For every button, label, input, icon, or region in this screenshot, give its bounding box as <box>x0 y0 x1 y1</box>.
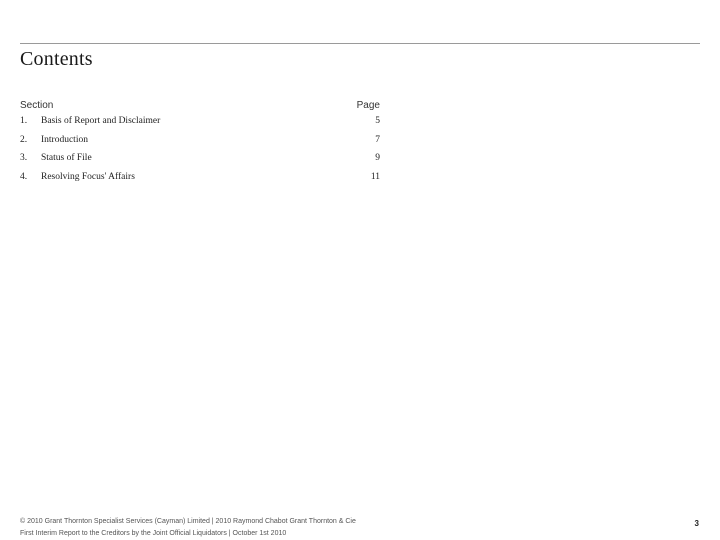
toc-entry-page: 5 <box>375 116 380 126</box>
toc-entry-number: 3. <box>20 153 28 163</box>
toc-header-row <box>20 100 380 116</box>
toc-entry-page: 11 <box>370 171 380 182</box>
toc-entry-number: 4. <box>20 171 28 182</box>
toc-entry-label: Status of File <box>41 153 92 163</box>
page-title: Contents <box>20 48 93 70</box>
toc-entry-number: 2. <box>20 134 28 145</box>
toc-entry[interactable] <box>20 116 380 135</box>
toc-entry-label: Basis of Report and Disclaimer <box>41 116 161 126</box>
toc-entry-label: Introduction <box>41 134 88 145</box>
toc-entry-label: Resolving Focus' Affairs <box>41 171 135 182</box>
toc-entry-page: 7 <box>375 134 380 145</box>
footer-report-title: First Interim Report to the Creditors by the Joint Official Liquidators | October 1st 2010 <box>20 530 287 537</box>
toc-entry-number: 1. <box>20 116 28 126</box>
toc-entry[interactable] <box>20 153 380 172</box>
page-column-header: Page <box>356 100 380 111</box>
page-number: 3 <box>694 519 699 528</box>
table-of-contents <box>20 100 380 190</box>
footer-copyright: © 2010 Grant Thornton Specialist Services (Cayman) Limited | 2010 Raymond Chabot Grant Thornton & Cie <box>20 518 356 525</box>
toc-entry-page: 9 <box>375 153 380 163</box>
toc-entry[interactable] <box>20 172 380 191</box>
header-divider <box>20 43 700 44</box>
section-column-header: Section <box>20 100 54 111</box>
footer <box>20 517 360 538</box>
toc-entry[interactable] <box>20 135 380 154</box>
